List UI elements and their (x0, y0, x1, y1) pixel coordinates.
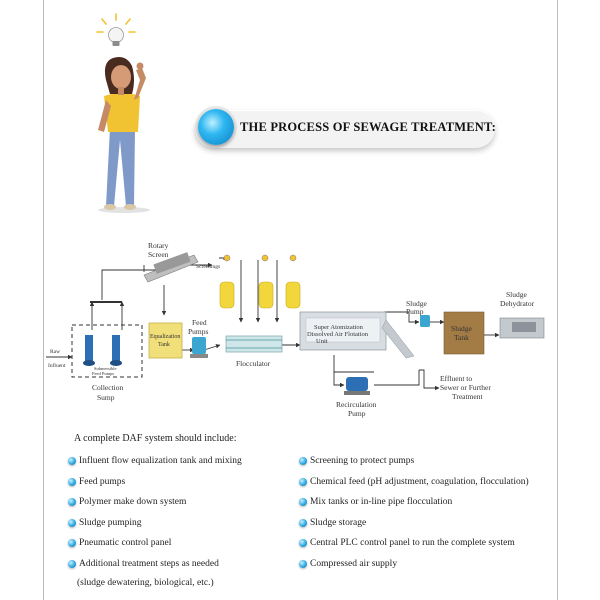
flocculator (226, 336, 282, 352)
label-equalization-1: Equalization (150, 334, 181, 340)
sludge-pump-icon (420, 315, 430, 327)
list-item: Influent flow equalization tank and mixing (79, 456, 242, 466)
list-item: Compressed air supply (310, 559, 397, 569)
label-sludge-tank-2: Tank (454, 333, 469, 342)
list-item: Feed pumps (79, 477, 125, 487)
light-bulb-icon (97, 14, 135, 46)
process-diagram (44, 230, 554, 418)
submersible-pump-icon (83, 335, 122, 366)
list-item-note: (sludge dewatering, biological, etc.) (77, 578, 214, 588)
woman-idea-illustration (80, 10, 190, 215)
bullet-icon (68, 560, 76, 568)
bullet-icon (68, 478, 76, 486)
bullet-icon (299, 560, 307, 568)
equalization-tank (149, 323, 182, 358)
label-recirculation-2: Pump (348, 409, 366, 418)
label-rotary-screen-2: Screen (148, 250, 169, 259)
label-effluent-3: Treatment (452, 392, 483, 401)
list-item: Sludge pumping (79, 518, 142, 528)
list-item: Mix tanks or in-line pipe flocculation (310, 497, 452, 507)
bullet-icon (68, 539, 76, 547)
bullet-icon (68, 519, 76, 527)
label-raw-influent-2: Influent (48, 363, 66, 369)
label-collection-1: Collection (92, 383, 124, 392)
sludge-dehydrator (500, 318, 544, 338)
label-daf-3: Unit (316, 338, 328, 345)
label-daf-2: Dissolved Air Flotation (307, 331, 369, 338)
list-item: Screening to protect pumps (310, 456, 414, 466)
label-feed-pumps-1: Feed (192, 318, 207, 327)
features-intro: A complete DAF system should include: (74, 433, 237, 444)
label-equalization-2: Tank (158, 342, 170, 348)
bullet-icon (68, 498, 76, 506)
page-title: THE PROCESS OF SEWAGE TREATMENT: (240, 120, 496, 134)
label-sludge-pump-1: Sludge (406, 299, 427, 308)
list-item: Sludge storage (310, 518, 366, 528)
label-rotary-screen-1: Rotary (148, 241, 169, 250)
label-feed-pumps-2: Pumps (188, 327, 209, 336)
bullet-icon (299, 498, 307, 506)
recirculation-pump-icon (344, 377, 370, 395)
label-recirculation-1: Recirculation (336, 400, 377, 409)
label-flocculator: Flocculator (236, 359, 271, 368)
label-screenings: Screenings (196, 264, 221, 270)
feed-pump-icon (190, 337, 208, 358)
label-effluent-2: Sewer or Further (440, 383, 491, 392)
label-raw-influent-1: Raw (50, 349, 61, 355)
label-submersible-1: Submersible (94, 366, 117, 371)
list-item: Additional treatment steps as needed (79, 559, 219, 569)
list-item: Chemical feed (pH adjustment, coagulation, flocculation) (310, 477, 529, 487)
list-item: Polymer make down system (79, 497, 186, 507)
label-dehydrator-1: Sludge (506, 290, 527, 299)
label-sludge-tank-1: Sludge (451, 324, 472, 333)
bullet-icon (299, 519, 307, 527)
list-item: Pneumatic control panel (79, 538, 171, 548)
bullet-icon (299, 457, 307, 465)
bullet-icon (68, 457, 76, 465)
title-bullet-icon (198, 109, 234, 145)
label-dehydrator-2: Dehydrator (500, 299, 535, 308)
bullet-icon (299, 478, 307, 486)
label-submersible-2: Feed Pumps (92, 371, 115, 376)
chemical-tanks (220, 255, 300, 308)
bullet-icon (299, 539, 307, 547)
label-sludge-pump-2: Pump (406, 307, 424, 316)
list-item: Central PLC control panel to run the complete system (310, 538, 515, 548)
label-daf-1: Super Atomization (314, 324, 363, 331)
label-effluent-1: Effluent to (440, 374, 473, 383)
label-collection-2: Sump (97, 393, 115, 402)
